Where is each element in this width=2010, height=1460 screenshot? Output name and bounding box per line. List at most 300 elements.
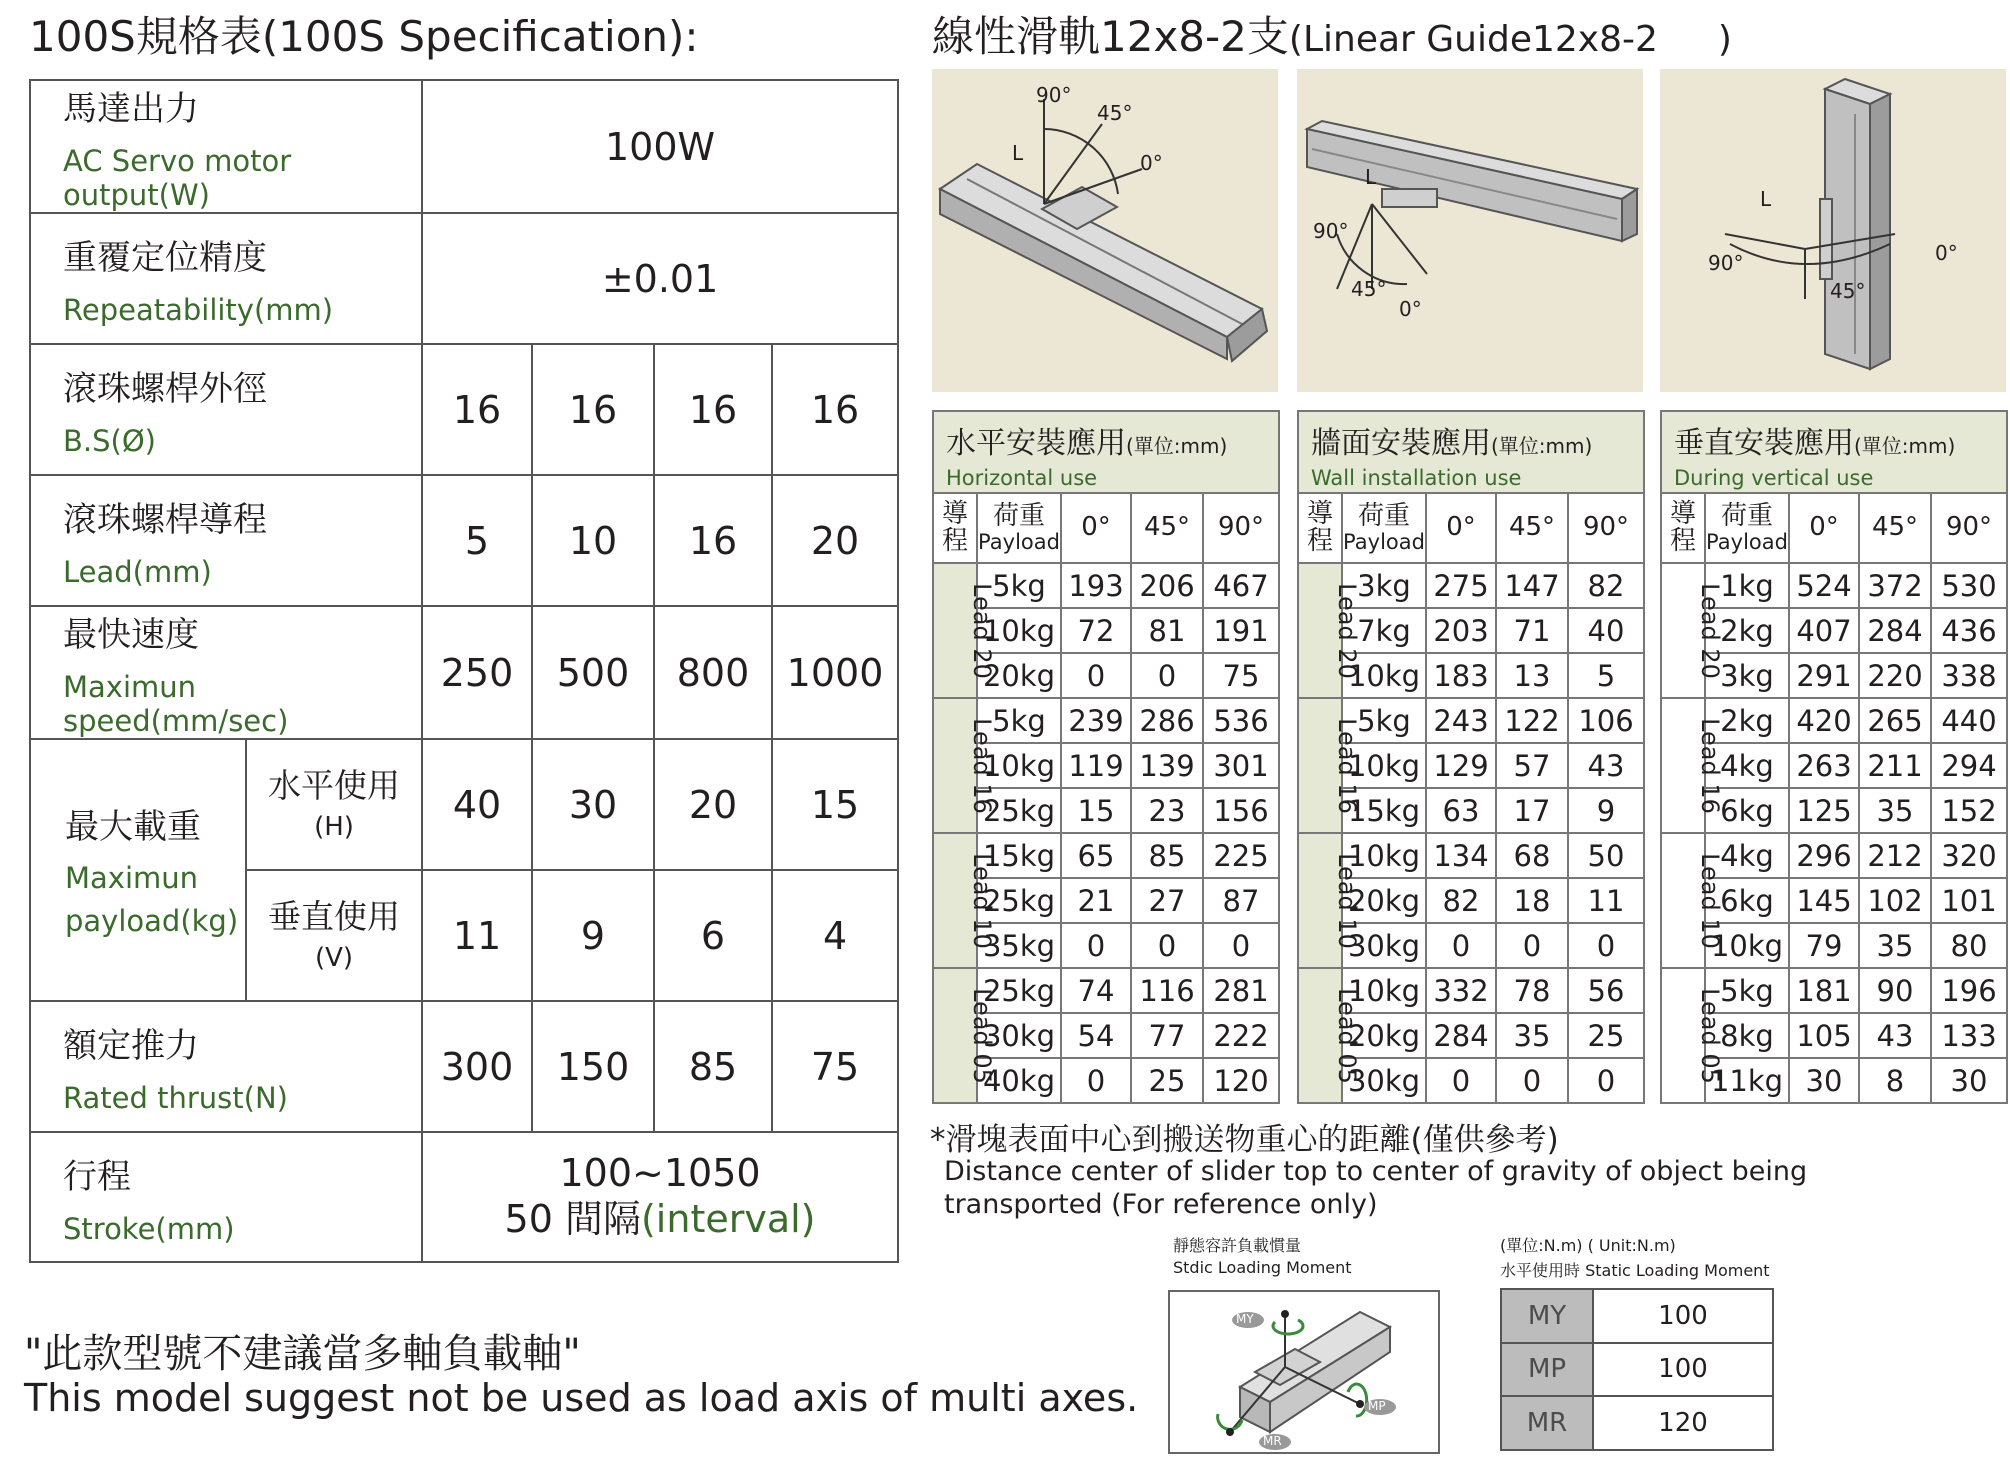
column-header-row xyxy=(1298,493,1644,563)
distance-cell: 296 xyxy=(1789,833,1859,878)
distance-cell: 134 xyxy=(1426,833,1496,878)
table-row xyxy=(933,968,1279,1013)
vertical-install-image xyxy=(1660,69,2006,392)
distance-cell: 286 xyxy=(1131,698,1203,743)
distance-cell: 71 xyxy=(1496,608,1568,653)
col-angle: 90° xyxy=(1203,493,1279,563)
h-angle-90: 90° xyxy=(1036,83,1072,107)
distance-cell: 440 xyxy=(1931,698,2007,743)
w-angle-90: 90° xyxy=(1313,219,1349,243)
distance-cell: 72 xyxy=(1061,608,1131,653)
payload-cell: 1kg xyxy=(1705,563,1789,608)
distance-cell: 0 xyxy=(1131,653,1203,698)
col-angle: 0° xyxy=(1426,493,1496,563)
distance-cell: 43 xyxy=(1859,1013,1931,1058)
lead-value: 16 xyxy=(654,475,772,606)
spec-row-speed xyxy=(30,606,898,739)
table-title-en: Wall installation use xyxy=(1311,466,1522,490)
speed-value: 250 xyxy=(422,606,532,739)
moment-axes-drawing xyxy=(1170,1292,1438,1452)
moment-table-header xyxy=(1298,411,1644,493)
distance-cell: 0 xyxy=(1131,923,1203,968)
lead-text: Lead 10 xyxy=(967,852,996,949)
spec-row-payload-h xyxy=(30,739,898,870)
table-title-zh: 牆面安裝應用 xyxy=(1311,426,1491,461)
table-row xyxy=(1298,833,1644,878)
payload-cell: 10kg xyxy=(1342,833,1426,878)
payload-cell: 5kg xyxy=(977,563,1061,608)
payload-h-value: 15 xyxy=(772,739,898,870)
col-angle: 45° xyxy=(1131,493,1203,563)
distance-cell: 0 xyxy=(1496,923,1568,968)
lead-text: Lead 20 xyxy=(967,582,996,679)
distance-cell: 129 xyxy=(1426,743,1496,788)
distance-cell: 145 xyxy=(1789,878,1859,923)
bs-value: 16 xyxy=(422,344,532,475)
distance-cell: 43 xyxy=(1568,743,1644,788)
table-row xyxy=(1298,968,1644,1013)
speed-value: 1000 xyxy=(772,606,898,739)
distance-cell: 191 xyxy=(1203,608,1279,653)
distance-cell: 436 xyxy=(1931,608,2007,653)
distance-cell: 291 xyxy=(1789,653,1859,698)
distance-cell: 56 xyxy=(1568,968,1644,1013)
distance-cell: 420 xyxy=(1789,698,1859,743)
distance-cell: 30 xyxy=(1931,1058,2007,1103)
distance-cell: 211 xyxy=(1859,743,1931,788)
lead-value: 20 xyxy=(772,475,898,606)
col-payload-zh: 荷重 xyxy=(1357,501,1410,532)
distance-cell: 40 xyxy=(1568,608,1644,653)
distance-cell: 275 xyxy=(1426,563,1496,608)
col-angle: 45° xyxy=(1859,493,1931,563)
distance-cell: 125 xyxy=(1789,788,1859,833)
speed-label-en: Maximun speed(mm/sec) xyxy=(63,670,289,738)
distance-cell: 106 xyxy=(1568,698,1644,743)
bs-label-zh: 滾珠螺桿外徑 xyxy=(63,369,267,409)
distance-cell: 15 xyxy=(1061,788,1131,833)
motor-value: 100W xyxy=(422,80,898,213)
distance-cell: 225 xyxy=(1203,833,1279,878)
table-row xyxy=(1661,968,2007,1013)
distance-cell: 536 xyxy=(1203,698,1279,743)
thrust-value: 85 xyxy=(654,1001,772,1132)
payload-cell: 10kg xyxy=(1342,968,1426,1013)
distance-cell: 90 xyxy=(1859,968,1931,1013)
payload-h-value: 40 xyxy=(422,739,532,870)
wall-actuator-drawing xyxy=(1297,69,1643,392)
lead-text: Lead 20 xyxy=(1332,582,1361,679)
moment-table xyxy=(1297,410,1645,1104)
v-angle-0: 0° xyxy=(1935,241,1958,265)
w-angle-0: 0° xyxy=(1399,297,1422,321)
lead-group-label xyxy=(1661,698,1724,833)
distance-cell: 17 xyxy=(1496,788,1568,833)
payload-label-en1: Maximun xyxy=(65,860,199,895)
distance-cell: 101 xyxy=(1931,878,2007,923)
distance-cell: 23 xyxy=(1131,788,1203,833)
lead-group-label xyxy=(933,698,996,833)
col-angle: 90° xyxy=(1931,493,2007,563)
lead-label-en: Lead(mm) xyxy=(63,555,212,589)
moment-key: MR xyxy=(1501,1396,1593,1450)
static-label-en: Stdic Loading Moment xyxy=(1173,1258,1352,1277)
lead-text: Lead 05 xyxy=(967,987,996,1084)
payload-h-zh: 水平使用 xyxy=(268,766,400,806)
table-unit: (單位:mm) xyxy=(1854,434,1956,458)
payload-cell: 30kg xyxy=(977,1013,1061,1058)
distance-cell: 196 xyxy=(1931,968,2007,1013)
payload-cell: 25kg xyxy=(977,968,1061,1013)
lead-text: Lead 16 xyxy=(967,717,996,814)
payload-cell: 3kg xyxy=(1342,563,1426,608)
col-angle: 45° xyxy=(1496,493,1568,563)
payload-cell: 6kg xyxy=(1705,878,1789,923)
distance-cell: 524 xyxy=(1789,563,1859,608)
distance-cell: 74 xyxy=(1061,968,1131,1013)
payload-cell: 4kg xyxy=(1705,743,1789,788)
bs-value: 16 xyxy=(532,344,654,475)
payload-cell: 15kg xyxy=(977,833,1061,878)
spec-title: 100S規格表(100S Specification): xyxy=(29,12,699,61)
distance-cell: 87 xyxy=(1203,878,1279,923)
stroke-range: 100~1050 xyxy=(559,1151,761,1196)
moment-table-header xyxy=(1661,411,2007,493)
distance-cell: 57 xyxy=(1496,743,1568,788)
distance-cell: 35 xyxy=(1859,923,1931,968)
payload-cell: 30kg xyxy=(1342,923,1426,968)
distance-cell: 30 xyxy=(1789,1058,1859,1103)
payload-cell: 30kg xyxy=(1342,1058,1426,1103)
distance-cell: 294 xyxy=(1931,743,2007,788)
mr-tag: MR xyxy=(1263,1434,1282,1448)
static-moment-diagram xyxy=(1168,1290,1440,1454)
distance-cell: 102 xyxy=(1859,878,1931,923)
my-tag: MY xyxy=(1236,1312,1254,1326)
distance-cell: 147 xyxy=(1496,563,1568,608)
lead-group-label xyxy=(933,563,996,698)
payload-label-en2: payload(kg) xyxy=(65,903,239,938)
moment-table xyxy=(1660,410,2008,1104)
distance-cell: 0 xyxy=(1061,653,1131,698)
lead-value: 10 xyxy=(532,475,654,606)
motor-label-en: AC Servo motor output(W) xyxy=(63,144,292,212)
distance-cell: 27 xyxy=(1131,878,1203,923)
distance-cell: 25 xyxy=(1568,1013,1644,1058)
distance-cell: 25 xyxy=(1131,1058,1203,1103)
payload-cell: 10kg xyxy=(977,608,1061,653)
table-title-zh: 垂直安裝應用 xyxy=(1674,426,1854,461)
table-row xyxy=(933,698,1279,743)
v-length-l: L xyxy=(1760,187,1772,211)
payload-h-en: (H) xyxy=(314,812,354,843)
thrust-label-en: Rated thrust(N) xyxy=(63,1081,288,1115)
moment-value: 100 xyxy=(1593,1289,1773,1343)
static-moment-table xyxy=(1500,1288,1774,1451)
payload-v-zh: 垂直使用 xyxy=(268,897,400,937)
payload-cell: 8kg xyxy=(1705,1013,1789,1058)
payload-cell: 25kg xyxy=(977,878,1061,923)
distance-cell: 50 xyxy=(1568,833,1644,878)
payload-cell: 10kg xyxy=(977,743,1061,788)
payload-cell: 20kg xyxy=(1342,1013,1426,1058)
payload-cell: 5kg xyxy=(1342,698,1426,743)
table-row xyxy=(1661,833,2007,878)
distance-cell: 239 xyxy=(1061,698,1131,743)
footnote-zh: *滑塊表面中心到搬送物重心的距離(僅供參考) xyxy=(930,1122,1559,1158)
distance-cell: 193 xyxy=(1061,563,1131,608)
distance-cell: 530 xyxy=(1931,563,2007,608)
distance-cell: 54 xyxy=(1061,1013,1131,1058)
table-unit: (單位:mm) xyxy=(1126,434,1228,458)
payload-v-value: 11 xyxy=(422,870,532,1001)
distance-cell: 372 xyxy=(1859,563,1931,608)
col-lead: 導程 xyxy=(933,493,977,563)
distance-cell: 212 xyxy=(1859,833,1931,878)
static-moment-row xyxy=(1501,1343,1773,1397)
payload-cell: 20kg xyxy=(1342,878,1426,923)
lead-group-label xyxy=(933,968,996,1103)
distance-cell: 18 xyxy=(1496,878,1568,923)
distance-cell: 65 xyxy=(1061,833,1131,878)
table-row xyxy=(1298,698,1644,743)
distance-cell: 116 xyxy=(1131,968,1203,1013)
payload-cell: 7kg xyxy=(1342,608,1426,653)
distance-cell: 82 xyxy=(1568,563,1644,608)
static-moment-row xyxy=(1501,1289,1773,1343)
distance-cell: 0 xyxy=(1496,1058,1568,1103)
spec-row-bs xyxy=(30,344,898,475)
payload-cell: 15kg xyxy=(1342,788,1426,833)
moment-table xyxy=(932,410,1280,1104)
distance-cell: 13 xyxy=(1496,653,1568,698)
h-angle-45: 45° xyxy=(1097,101,1133,125)
moment-value: 100 xyxy=(1593,1343,1773,1397)
col-payload-en: Payload xyxy=(1706,529,1788,554)
motor-label-zh: 馬達出力 xyxy=(63,89,199,129)
distance-cell: 284 xyxy=(1426,1013,1496,1058)
distance-cell: 407 xyxy=(1789,608,1859,653)
linear-guide-title-close: ) xyxy=(1717,19,1732,60)
distance-cell: 206 xyxy=(1131,563,1203,608)
distance-cell: 152 xyxy=(1931,788,2007,833)
distance-cell: 21 xyxy=(1061,878,1131,923)
distance-cell: 243 xyxy=(1426,698,1496,743)
distance-cell: 284 xyxy=(1859,608,1931,653)
payload-cell: 20kg xyxy=(977,653,1061,698)
lead-text: Lead 05 xyxy=(1695,987,1724,1084)
speed-label-zh: 最快速度 xyxy=(63,615,199,655)
distance-cell: 332 xyxy=(1426,968,1496,1013)
payload-cell: 25kg xyxy=(977,788,1061,833)
distance-cell: 265 xyxy=(1859,698,1931,743)
col-payload-zh: 荷重 xyxy=(1720,501,1773,532)
payload-cell: 2kg xyxy=(1705,608,1789,653)
stroke-interval: 50 間隔 xyxy=(504,1197,641,1241)
v-angle-90: 90° xyxy=(1708,251,1744,275)
col-payload-zh: 荷重 xyxy=(992,501,1045,532)
lead-group-label xyxy=(1661,563,1724,698)
payload-cell: 10kg xyxy=(1342,653,1426,698)
lead-text: Lead 05 xyxy=(1332,987,1361,1084)
h-length-l: L xyxy=(1012,141,1024,165)
lead-value: 5 xyxy=(422,475,532,606)
payload-cell: 6kg xyxy=(1705,788,1789,833)
lead-text: Lead 16 xyxy=(1695,717,1724,814)
distance-cell: 139 xyxy=(1131,743,1203,788)
distance-cell: 105 xyxy=(1789,1013,1859,1058)
payload-h-value: 30 xyxy=(532,739,654,870)
lead-group-label xyxy=(1661,968,1724,1103)
repeat-label-en: Repeatability(mm) xyxy=(63,293,334,327)
thrust-value: 75 xyxy=(772,1001,898,1132)
spec-table xyxy=(29,79,899,1263)
lead-text: Lead 10 xyxy=(1332,852,1361,949)
table-row xyxy=(1661,563,2007,608)
bs-value: 16 xyxy=(772,344,898,475)
linear-guide-title-en: (Linear Guide12x8-2 xyxy=(1288,19,1658,60)
w-angle-45: 45° xyxy=(1351,277,1387,301)
col-angle: 0° xyxy=(1061,493,1131,563)
spec-row-repeatability xyxy=(30,213,898,344)
static-unit-line: (單位:N.m) ( Unit:N.m) xyxy=(1500,1236,1676,1255)
distance-cell: 0 xyxy=(1061,1058,1131,1103)
table-title-zh: 水平安裝應用 xyxy=(946,426,1126,461)
lead-group-label xyxy=(1298,698,1361,833)
distance-cell: 0 xyxy=(1568,923,1644,968)
table-row xyxy=(933,563,1279,608)
payload-v-value: 4 xyxy=(772,870,898,1001)
w-length-l: L xyxy=(1365,165,1377,189)
spec-row-thrust xyxy=(30,1001,898,1132)
col-payload-en: Payload xyxy=(978,529,1060,554)
col-angle: 0° xyxy=(1789,493,1859,563)
distance-cell: 119 xyxy=(1061,743,1131,788)
payload-cell: 2kg xyxy=(1705,698,1789,743)
thrust-value: 300 xyxy=(422,1001,532,1132)
payload-cell: 40kg xyxy=(977,1058,1061,1103)
static-label-zh: 靜態容許負載慣量 xyxy=(1173,1236,1302,1255)
distance-cell: 63 xyxy=(1426,788,1496,833)
lead-group-label xyxy=(933,833,996,968)
distance-cell: 220 xyxy=(1859,653,1931,698)
repeat-value: ±0.01 xyxy=(422,213,898,344)
distance-cell: 133 xyxy=(1931,1013,2007,1058)
moment-table-header xyxy=(933,411,1279,493)
distance-cell: 9 xyxy=(1568,788,1644,833)
distance-cell: 5 xyxy=(1568,653,1644,698)
distance-cell: 0 xyxy=(1426,1058,1496,1103)
distance-cell: 120 xyxy=(1203,1058,1279,1103)
table-title-en: During vertical use xyxy=(1674,466,1874,490)
payload-h-value: 20 xyxy=(654,739,772,870)
mp-tag: MP xyxy=(1368,1399,1386,1413)
thrust-value: 150 xyxy=(532,1001,654,1132)
payload-cell: 5kg xyxy=(1705,968,1789,1013)
distance-cell: 263 xyxy=(1789,743,1859,788)
speed-value: 500 xyxy=(532,606,654,739)
distance-cell: 11 xyxy=(1568,878,1644,923)
horizontal-install-image xyxy=(932,69,1278,392)
distance-cell: 0 xyxy=(1568,1058,1644,1103)
lead-group-label xyxy=(1661,833,1724,968)
distance-cell: 68 xyxy=(1496,833,1568,878)
payload-v-en: (V) xyxy=(314,943,354,974)
footnote-en1: Distance center of slider top to center of gravity of object being xyxy=(944,1156,1808,1187)
lead-text: Lead 10 xyxy=(1695,852,1724,949)
warning-zh: "此款型號不建議當多軸負載軸" xyxy=(24,1331,581,1377)
lead-text: Lead 16 xyxy=(1332,717,1361,814)
payload-cell: 3kg xyxy=(1705,653,1789,698)
repeat-label-zh: 重覆定位精度 xyxy=(63,238,267,278)
spec-row-lead xyxy=(30,475,898,606)
footnote-en2: transported (For reference only) xyxy=(944,1189,1378,1220)
payload-cell: 10kg xyxy=(1705,923,1789,968)
payload-cell: 10kg xyxy=(1342,743,1426,788)
stroke-interval-en: (interval) xyxy=(640,1197,816,1241)
table-unit: (單位:mm) xyxy=(1491,434,1593,458)
lead-group-label xyxy=(1298,563,1361,698)
distance-cell: 156 xyxy=(1203,788,1279,833)
lead-label-zh: 滾珠螺桿導程 xyxy=(63,500,267,540)
moment-value: 120 xyxy=(1593,1396,1773,1450)
spec-row-stroke xyxy=(30,1132,898,1262)
distance-cell: 8 xyxy=(1859,1058,1931,1103)
payload-cell: 4kg xyxy=(1705,833,1789,878)
col-lead: 導程 xyxy=(1298,493,1342,563)
table-title-en: Horizontal use xyxy=(946,466,1098,490)
distance-cell: 122 xyxy=(1496,698,1568,743)
thrust-label-zh: 額定推力 xyxy=(63,1026,199,1066)
stroke-label-zh: 行程 xyxy=(63,1156,131,1197)
distance-cell: 78 xyxy=(1496,968,1568,1013)
distance-cell: 320 xyxy=(1931,833,2007,878)
payload-cell: 11kg xyxy=(1705,1058,1789,1103)
distance-cell: 467 xyxy=(1203,563,1279,608)
distance-cell: 0 xyxy=(1061,923,1131,968)
col-payload-en: Payload xyxy=(1343,529,1425,554)
bs-value: 16 xyxy=(654,344,772,475)
moment-key: MP xyxy=(1501,1343,1593,1397)
distance-cell: 77 xyxy=(1131,1013,1203,1058)
distance-cell: 82 xyxy=(1426,878,1496,923)
distance-cell: 338 xyxy=(1931,653,2007,698)
col-angle: 90° xyxy=(1568,493,1644,563)
lead-group-label xyxy=(1298,968,1361,1103)
payload-v-value: 6 xyxy=(654,870,772,1001)
distance-cell: 222 xyxy=(1203,1013,1279,1058)
distance-cell: 183 xyxy=(1426,653,1496,698)
distance-cell: 0 xyxy=(1203,923,1279,968)
table-row xyxy=(1661,698,2007,743)
distance-cell: 79 xyxy=(1789,923,1859,968)
table-row xyxy=(1298,563,1644,608)
stroke-label-en: Stroke(mm) xyxy=(63,1211,235,1246)
bs-label-en: B.S(Ø) xyxy=(63,424,156,458)
linear-guide-title xyxy=(932,4,1732,64)
wall-install-image xyxy=(1297,69,1643,392)
distance-cell: 203 xyxy=(1426,608,1496,653)
speed-value: 800 xyxy=(654,606,772,739)
spec-row-motor xyxy=(30,80,898,213)
moment-key: MY xyxy=(1501,1289,1593,1343)
distance-cell: 301 xyxy=(1203,743,1279,788)
vertical-actuator-drawing xyxy=(1660,69,2006,392)
payload-cell: 5kg xyxy=(977,698,1061,743)
distance-cell: 281 xyxy=(1203,968,1279,1013)
distance-cell: 181 xyxy=(1789,968,1859,1013)
distance-cell: 75 xyxy=(1203,653,1279,698)
